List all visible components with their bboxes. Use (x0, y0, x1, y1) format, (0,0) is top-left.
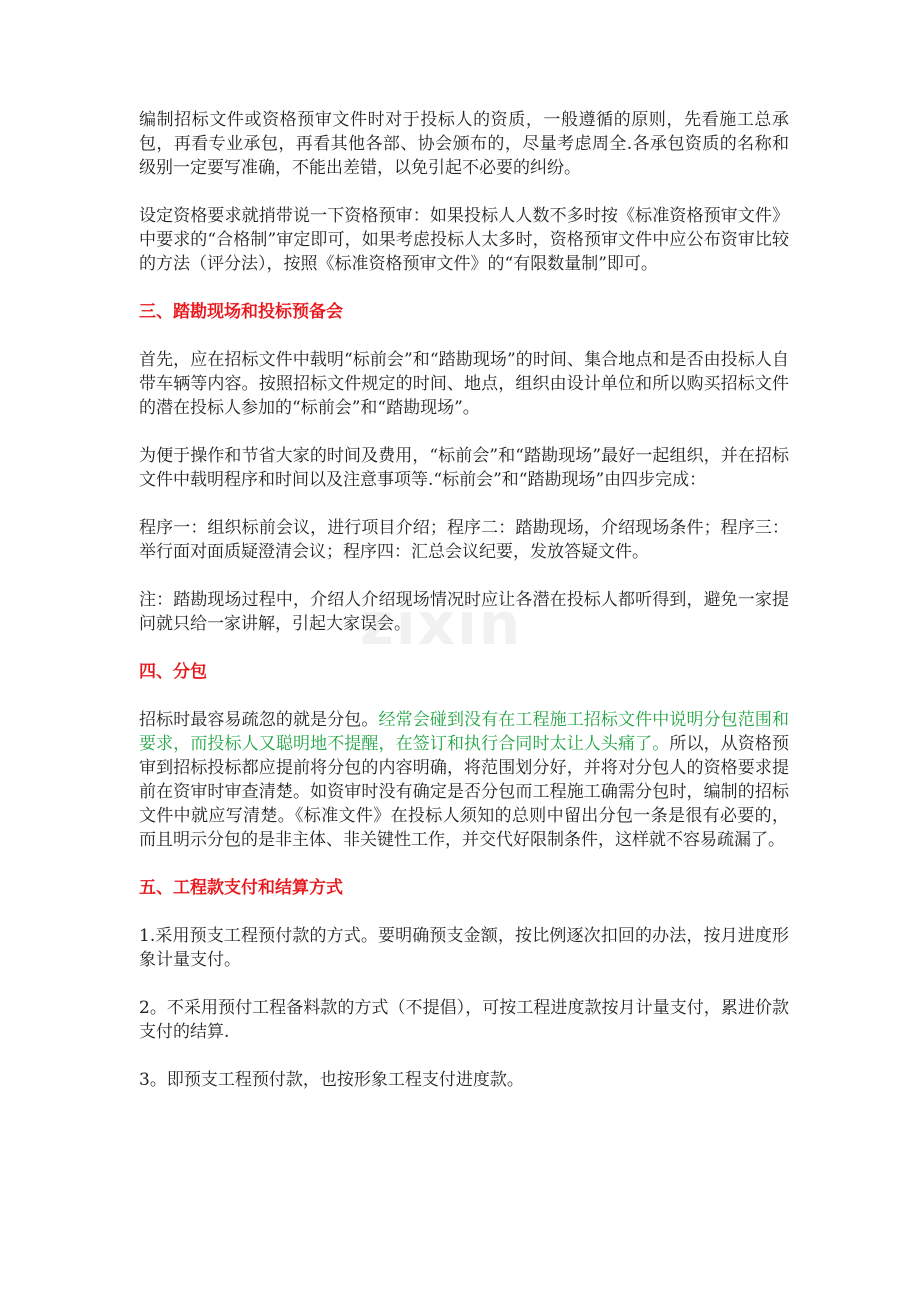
paragraph-site-visit-note: 注：踏勘现场过程中，介绍人介绍现场情况时应让各潜在投标人都听得到，避免一家提问就只给一家讲解，引起大家误会。 (139, 590, 789, 634)
paragraph-subcontract (139, 708, 789, 852)
paragraph-site-visit-procedures: 程序一：组织标前会议，进行项目介绍；程序二：踏勘现场，介绍现场条件；程序三：举行面对面质疑澄清会议；程序四：汇总会议纪要，发放答疑文件。 (139, 518, 789, 562)
paragraph-payment-method-1: 1.采用预支工程预付款的方式。要明确预支金额，按比例逐次扣回的办法，按月进度形象计量支付。 (139, 926, 789, 970)
watermark: zixin (360, 590, 523, 658)
document-body (139, 108, 789, 1092)
subcontract-text-highlight: 经常会碰到没有在工程施工招标文件中说明分包范围和要求，而投标人又聪明地不提醒，在签订和执行合同时太让人头痛了。 (139, 710, 790, 754)
paragraph-payment-method-3: 3。即预支工程预付款，也按形象工程支付进度款。 (139, 1070, 524, 1090)
paragraph-qualification-principle: 编制招标文件或资格预审文件时对于投标人的资质，一般遵循的原则，先看施工总承包，再看专业承包，再看其他各部、协会颁布的，尽量考虑周全.各承包资质的名称和级别一定要写准确，不能出差错，以免引起不必要的纠纷。 (139, 110, 789, 178)
paragraph-site-visit-intro: 首先，应在招标文件中载明“标前会”和“踏勘现场”的时间、集合地点和是否由投标人自带车辆等内容。按照招标文件规定的时间、地点，组织由设计单位和所以购买招标文件的潜在投标人参加的“标前会”和“踏勘现场”。 (139, 350, 789, 418)
paragraph-prequalification: 设定资格要求就捎带说一下资格预审：如果投标人人数不多时按《标准资格预审文件》中要求的“合格制”审定即可，如果考虑投标人太多时，资格预审文件中应公布资审比较的方法（评分法），按照《标准资格预审文件》的“有限数量制”即可。 (139, 206, 789, 274)
subcontract-text-rest: 所以，从资格预审到招标投标都应提前将分包的内容明确，将范围划分好，并将对分包人的资格要求提前在资审时审查清楚。如资审时没有确定是否分包而工程施工确需分包时，编制的招标文件中就应写清楚。《标准文件》在投标人须知的总则中留出分包一条是很有必要的，而且明示分包的是非主体、非关键性工作，并交代好限制条件，这样就不容易疏漏了。 (139, 734, 790, 850)
paragraph-payment-method-2: 2。不采用预付工程备料款的方式（不提倡），可按工程进度款按月计量支付，累进价款支付的结算. (139, 998, 789, 1042)
paragraph-site-visit-organize: 为便于操作和节省大家的时间及费用，“标前会”和“踏勘现场”最好一起组织，并在招标文件中载明程序和时间以及注意事项等.“标前会”和“踏勘现场”由四步完成： (139, 446, 789, 490)
subcontract-text-lead: 招标时最容易疏忽的就是分包。 (139, 710, 379, 730)
section-heading-subcontract: 四、分包 (139, 662, 207, 682)
section-heading-site-visit: 三、踏勘现场和投标预备会 (139, 302, 343, 322)
section-heading-payment: 五、工程款支付和结算方式 (139, 878, 343, 898)
